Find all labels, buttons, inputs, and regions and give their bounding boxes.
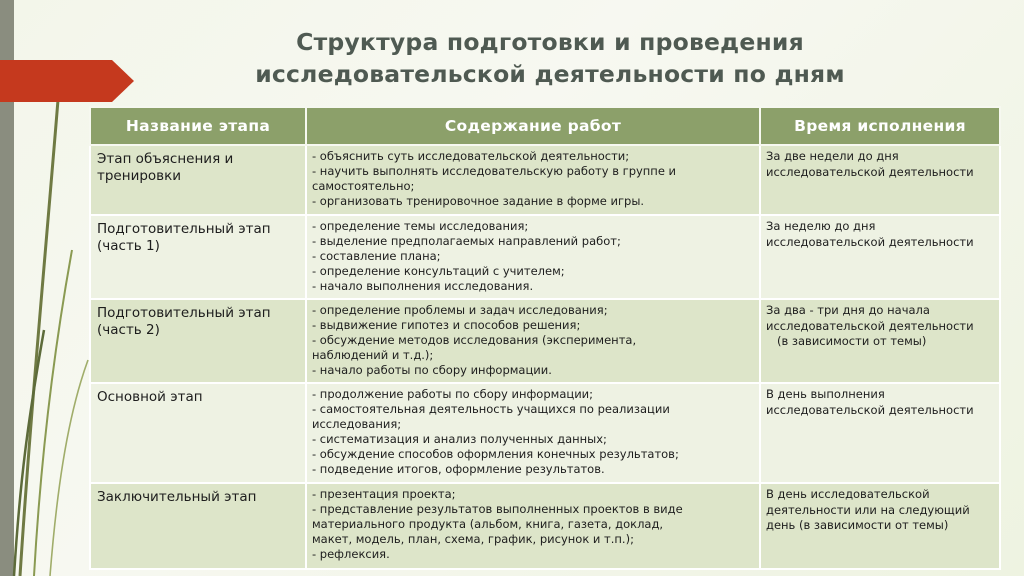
content-cell-line: наблюдений и т.д.);: [312, 348, 434, 362]
header-execution-time: Время исполнения: [760, 107, 1000, 145]
content-cell-line: - рефлексия.: [312, 547, 390, 561]
time-cell-line: В день исследовательской: [766, 487, 930, 501]
content-cell-line: - выделение предполагаемых направлений работ;: [312, 234, 621, 248]
content-cell: [306, 145, 760, 215]
time-cell-line: исследовательской деятельности: [766, 164, 974, 179]
content-cell-line: - начало выполнения исследования.: [312, 279, 534, 293]
content-cell-line: - обсуждение методов исследования (эксперимента,: [312, 333, 637, 347]
content-cell: [306, 299, 760, 383]
stage-cell-line: Заключительный этап: [97, 489, 257, 505]
time-cell-line: За неделю до дня: [766, 219, 876, 233]
time-cell: [760, 145, 1000, 215]
content-cell-line: материального продукта (альбом, книга, газета, доклад,: [312, 517, 664, 531]
content-cell-line: - организовать тренировочное задание в форме игры.: [312, 194, 645, 208]
content-cell-line: - научить выполнять исследовательскую работу в группе и: [312, 164, 677, 178]
table-row: [90, 145, 1000, 215]
time-cell-line: деятельности или на следующий: [766, 502, 970, 517]
content-cell-line: - самостоятельная деятельность учащихся по реализации: [312, 402, 670, 416]
stages-table: [89, 106, 1001, 570]
stage-cell-line: тренировки: [97, 168, 182, 184]
header-stage-name: Название этапа: [90, 107, 306, 145]
content-cell: [306, 483, 760, 569]
time-cell-line: исследовательской деятельности: [766, 402, 974, 417]
time-cell-line: За два - три дня до начала: [766, 303, 930, 317]
table-row: [90, 383, 1000, 483]
time-cell-line: день (в зависимости от темы): [766, 518, 949, 532]
content-cell-line: - систематизация и анализ полученных данных;: [312, 432, 607, 446]
table-row: [90, 299, 1000, 383]
page-title: [190, 26, 910, 90]
table-row: [90, 215, 1000, 299]
stage-cell-line: Основной этап: [97, 389, 203, 405]
content-cell: [306, 215, 760, 299]
time-cell: [760, 299, 1000, 383]
time-cell: [760, 483, 1000, 569]
stage-cell: [90, 145, 306, 215]
content-cell-line: - презентация проекта;: [312, 487, 456, 501]
content-cell-line: - составление плана;: [312, 249, 441, 263]
content-cell-line: - объяснить суть исследовательской деятельности;: [312, 149, 630, 163]
content-cell-line: - определение проблемы и задач исследования;: [312, 303, 608, 317]
stage-cell: [90, 215, 306, 299]
stage-cell: [90, 483, 306, 569]
content-cell-line: макет, модель, план, схема, график, рисунок и т.п.);: [312, 532, 634, 546]
header-work-content: Содержание работ: [306, 107, 760, 145]
content-cell-line: - выдвижение гипотез и способов решения;: [312, 318, 581, 332]
title-line-2: исследовательской деятельности по дням: [255, 60, 845, 88]
stage-cell-line: Этап объяснения и: [97, 151, 234, 167]
content-cell-line: - определение темы исследования;: [312, 219, 529, 233]
time-cell-line: (в зависимости от темы): [766, 334, 927, 348]
content-cell-line: - определение консультаций с учителем;: [312, 264, 565, 278]
stage-cell-line: Подготовительный этап: [97, 221, 271, 237]
time-cell: [760, 383, 1000, 483]
stage-cell-line: (часть 1): [97, 238, 160, 254]
content-cell-line: - обсуждение способов оформления конечных результатов;: [312, 447, 679, 461]
content-cell-line: - продолжение работы по сбору информации;: [312, 387, 594, 401]
red-arrow-decoration: [0, 60, 134, 102]
content-cell-line: - подведение итогов, оформление результатов.: [312, 462, 605, 476]
time-cell-line: В день выполнения: [766, 387, 885, 401]
stage-cell-line: Подготовительный этап: [97, 305, 271, 321]
time-cell-line: За две недели до дня: [766, 149, 899, 163]
content-cell-line: - начало работы по сбору информации.: [312, 363, 552, 377]
title-line-1: Структура подготовки и проведения: [296, 28, 804, 56]
content-cell: [306, 383, 760, 483]
stage-cell: [90, 383, 306, 483]
time-cell-line: исследовательской деятельности: [766, 234, 974, 249]
stage-cell-line: (часть 2): [97, 322, 160, 338]
time-cell-line: исследовательской деятельности: [766, 318, 974, 333]
content-cell-line: - представление результатов выполненных проектов в виде: [312, 502, 683, 516]
content-cell-line: исследования;: [312, 417, 402, 431]
table-header-row: [90, 107, 1000, 145]
time-cell: [760, 215, 1000, 299]
content-cell-line: самостоятельно;: [312, 179, 415, 193]
stage-cell: [90, 299, 306, 383]
table-row: [90, 483, 1000, 569]
